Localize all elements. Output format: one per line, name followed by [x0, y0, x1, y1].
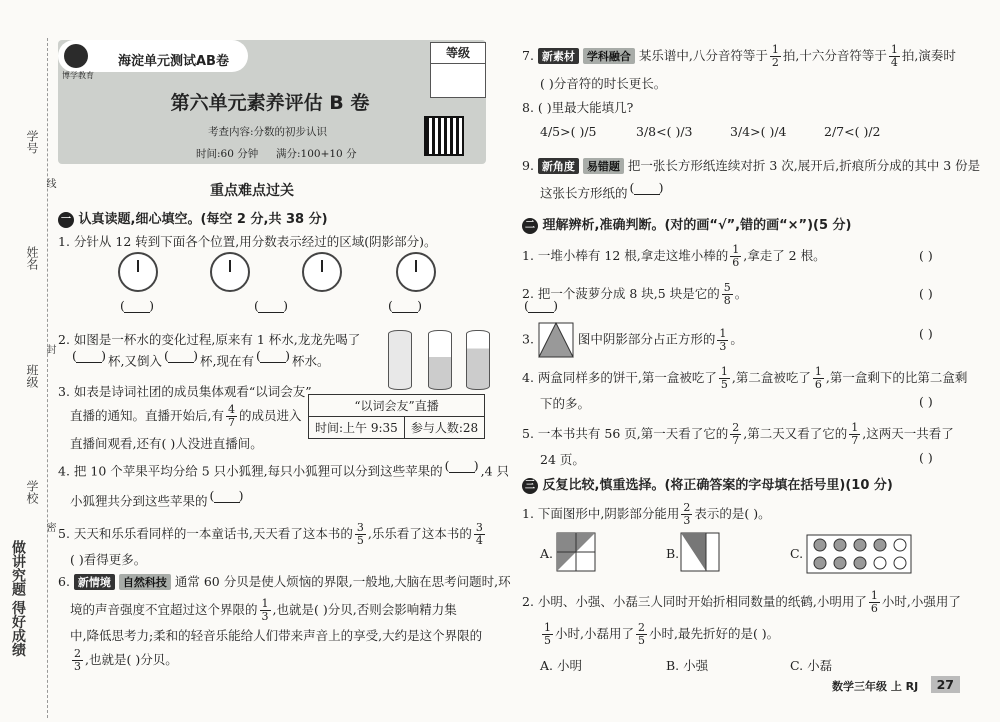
judge-answer-box[interactable]: ( ): [919, 286, 933, 301]
slogan: 做讲究题 得好成绩: [10, 540, 26, 657]
question-6-line2: 境的声音强度不宜超过这个界限的 $\frac{1}{3}$ ,也就是( )分贝,否则会影响精力集: [70, 597, 457, 623]
label-class: 班级: [25, 364, 39, 388]
brand-name: 海淀单元测试AB卷: [118, 54, 229, 69]
question-5: 5. 天天和乐乐看同样的一本童话书,天天看了这本书的 $\frac{3}{5}$ ,乐乐看了这本书的 $\frac{3}{4}$: [58, 521, 483, 547]
grade-label: 等级: [431, 43, 485, 64]
question-5-line2: ( )看得更多。: [70, 552, 147, 567]
answer-blank[interactable]: [630, 182, 664, 206]
choice-1: 1. 下面图形中,阴影部分能用 $\frac{2}{3}$ 表示的是( )。: [522, 501, 771, 527]
section-3-header: 三 反复比较,慎重选择。(将正确答案的字母填在括号里)(10 分): [522, 474, 893, 494]
question-6: 6. 新情境 自然科技 通常 60 分贝是使人烦恼的界限,一般地,大脑在思考问题时,环: [58, 574, 511, 589]
judge-3: 3. 图中阴影部分占正方形的 $\frac{1}{3}$ 。: [522, 322, 743, 358]
judge-answer-box[interactable]: ( ): [919, 248, 933, 263]
option-a[interactable]: A.: [540, 546, 554, 561]
clock-icon: [118, 252, 158, 292]
exam-scope: 考查内容:分数的初步认识: [208, 126, 328, 138]
table-cell: 参与人数:28: [404, 417, 484, 439]
choice-2: 2. 小明、小强、小磊三人同时开始折相同数量的纸鹤,小明用了 $\frac{1}{6}$ 小时,小强用了: [522, 589, 961, 615]
answer-blank[interactable]: [72, 350, 106, 374]
exam-time: 时间:60 分钟: [196, 148, 259, 160]
q8-item[interactable]: 4/5>( )/5: [540, 124, 597, 139]
question-9-line2: 这张长方形纸的( ): [540, 182, 666, 206]
answer-blank[interactable]: [445, 460, 479, 484]
judge-answer-box[interactable]: ( ): [919, 450, 933, 465]
judge-5-line2: 24 页。: [540, 452, 585, 467]
qr-code-icon: [424, 116, 464, 156]
question-7: 7. 新素材 学科融合 某乐谱中,八分音符等于 $\frac{1}{2}$ 拍,十六分音符等于 $\frac{1}{4}$ 拍,演奏时: [522, 43, 956, 69]
option-b[interactable]: B.: [666, 546, 680, 561]
answer-blank[interactable]: [256, 350, 290, 374]
seal-mark: 密: [44, 522, 55, 532]
broadcast-table: [308, 394, 485, 439]
question-4: 4. 把 10 个苹果平均分给 5 只小狐狸,每只小狐狸可以分到这些苹果的( ) ,4 只: [58, 460, 509, 484]
clock-icon: [396, 252, 436, 292]
question-3: 3. 如表是诗词社团的成员集体观看“以词会友”: [58, 384, 312, 399]
triangle-square-figure: [538, 322, 574, 358]
label-school: 学校: [25, 480, 39, 504]
logo-caption: 博学教育: [62, 71, 94, 80]
page-number: 27: [931, 676, 960, 693]
q8-item[interactable]: 3/8<( )/3: [636, 124, 693, 139]
section-title: 认真读题,细心填空。(每空 2 分,共 38 分): [78, 212, 328, 227]
exam-full-score: 满分:100+10 分: [276, 148, 357, 160]
question-4-line2: 小狐狸共分到这些苹果的( ): [70, 490, 246, 514]
section-1-header: [58, 208, 328, 228]
question-6-line3: 中,降低思考力;柔和的轻音乐能给人们带来声音上的享受,大约是这个界限的: [70, 628, 483, 643]
judge-2: 2. 把一个菠萝分成 8 块,5 块是它的 $\frac{5}{8}$ 。: [522, 281, 748, 307]
table-header: “以词会友”直播: [309, 395, 485, 417]
judge-answer-box[interactable]: ( ): [919, 326, 933, 341]
option-a-figure: [556, 532, 596, 572]
answer-blank[interactable]: [120, 300, 154, 324]
clock-icon: [302, 252, 342, 292]
option-c-figure: [806, 534, 912, 574]
cup-icon: [466, 330, 490, 390]
question-9: 9. 新角度 易错题 把一张长方形纸连续对折 3 次,展开后,折痕所分成的其中 3 份是: [522, 158, 981, 173]
choice-2-line2: $\frac{1}{5}$ 小时,小磊用了 $\frac{2}{5}$ 小时,最先折好的是( )。: [544, 621, 780, 647]
judge-answer-box[interactable]: ( ): [919, 394, 933, 409]
section-banner: 重点难点过关: [210, 183, 294, 199]
question-8: 8. ( )里最大能填几?: [522, 100, 634, 115]
seal-mark: 线: [44, 178, 55, 188]
option-b-figure: [680, 532, 720, 572]
page-title: 第六单元素养评估 B 卷: [170, 92, 370, 114]
answer-blank[interactable]: [210, 490, 244, 514]
option-b[interactable]: B. 小强: [666, 658, 709, 673]
section-number: 一: [58, 212, 74, 228]
question-2-line2: ( )杯,又倒入( ) 杯,现在有( ) 杯水。: [70, 350, 329, 374]
book-label: 数学三年级 上 RJ: [832, 680, 919, 693]
question-3-line3: 直播间观看,还有( )人没进直播间。: [70, 436, 263, 451]
clock-icon: [210, 252, 250, 292]
question-3-line2: 直播的通知。直播开始后,有 $\frac{4}{7}$ 的成员进入: [70, 403, 302, 429]
judge-5: 5. 一本书共有 56 页,第一天看了它的 $\frac{2}{7}$ ,第二天又看了它的 $\frac{1}{7}$ ,这两天一共看了: [522, 421, 954, 447]
question-1: 1. 分针从 12 转到下面各个位置,用分数表示经过的区域(阴影部分)。: [58, 234, 437, 249]
answer-blank[interactable]: [164, 350, 198, 374]
answer-blank[interactable]: [388, 300, 422, 324]
answer-blank[interactable]: [254, 300, 288, 324]
option-c[interactable]: C. 小磊: [790, 658, 833, 673]
table-cell: 时间:上午 9:35: [309, 417, 405, 439]
judge-4-line2: 下的多。: [540, 396, 591, 411]
q8-item[interactable]: 3/4>( )/4: [730, 124, 787, 139]
option-c[interactable]: C.: [790, 546, 804, 561]
question-6-line4: $\frac{2}{3}$ ,也就是( )分贝。: [74, 647, 178, 673]
label-student-id: 学号: [25, 130, 39, 154]
label-name: 姓名: [25, 246, 39, 270]
option-a[interactable]: A. 小明: [540, 658, 582, 673]
question-7-line2: ( )分音符的时长更长。: [540, 76, 667, 91]
section-2-header: 二 理解辨析,准确判断。(对的画“√”,错的画“×”)(5 分): [522, 214, 852, 234]
cup-icon: [428, 330, 452, 390]
seal-mark: 封: [44, 344, 55, 354]
judge-4: 4. 两盒同样多的饼干,第一盒被吃了 $\frac{1}{5}$ ,第二盒被吃了 $\frac{1}{6}$ ,第一盒剩下的比第二盒剩: [522, 365, 968, 391]
logo-icon: [64, 44, 88, 68]
binding-line: [47, 38, 48, 718]
cup-icon: [388, 330, 412, 390]
question-2: 2. 如图是一杯水的变化过程,原来有 1 杯水,龙龙先喝了: [58, 332, 361, 347]
q8-item[interactable]: 2/7<( )/2: [824, 124, 881, 139]
judge-1: 1. 一堆小棒有 12 根,拿走这堆小棒的 $\frac{1}{6}$ ,拿走了 2 根。: [522, 243, 826, 269]
